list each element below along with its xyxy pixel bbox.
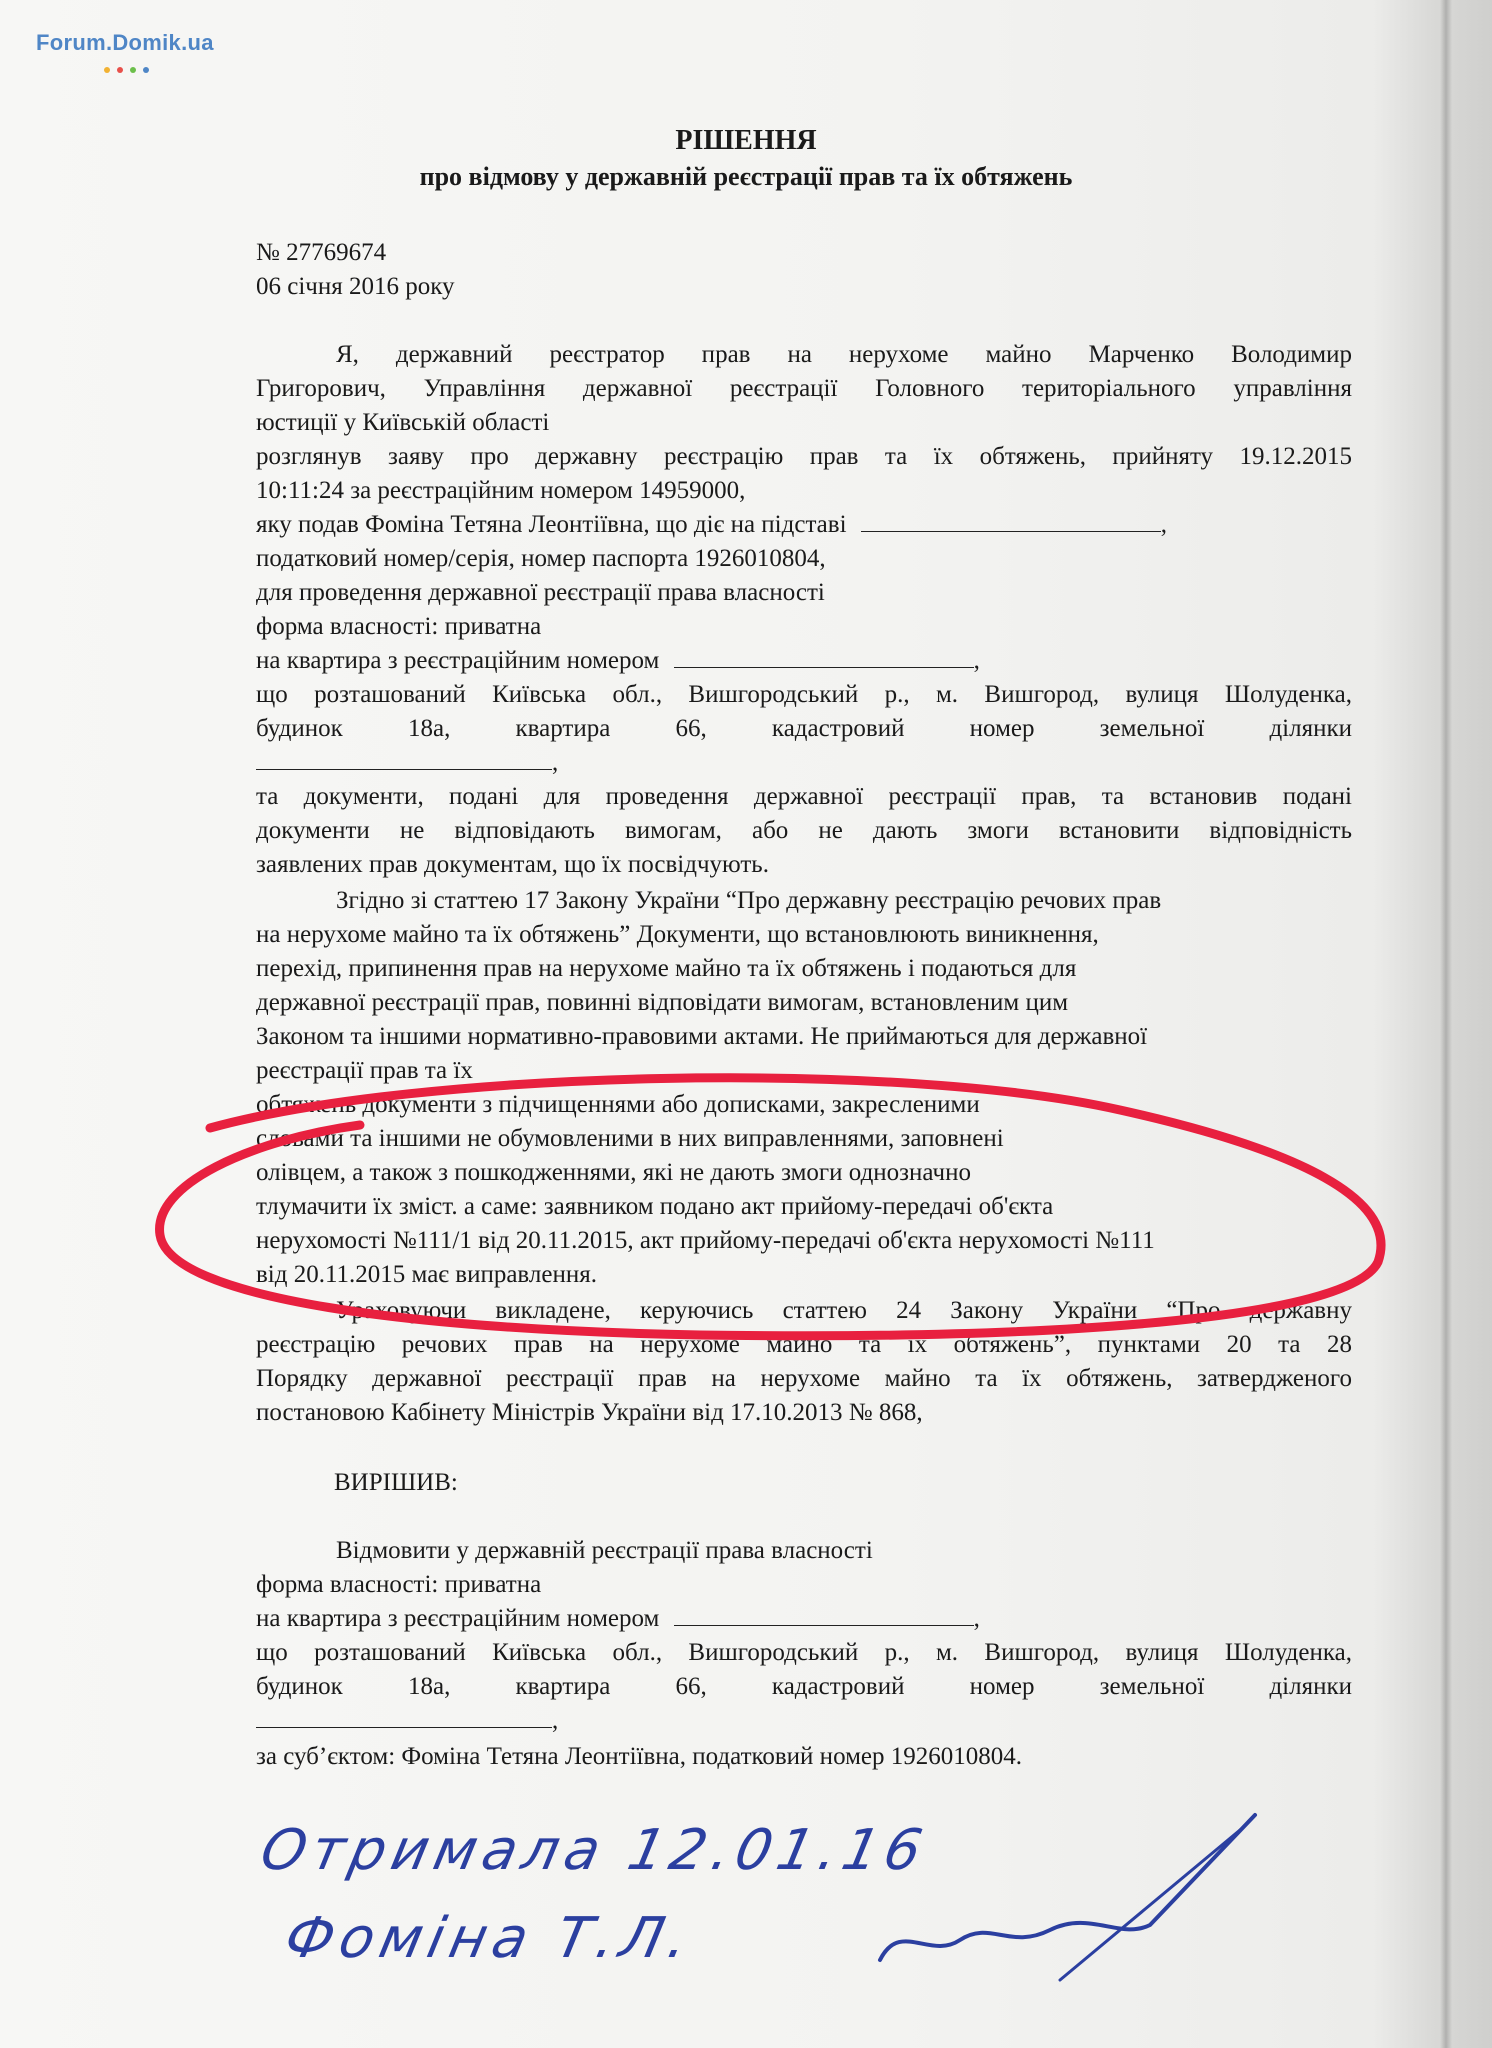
paragraph-line: ,	[256, 746, 1352, 780]
decision-subject: за суб’єктом: Фоміна Тетяна Леонтіївна, податковий номер 1926010804.	[256, 1743, 1023, 1770]
paragraph-line: постановою Кабінету Міністрів України від 17.10.2013 № 868,	[256, 1399, 923, 1426]
paragraph-line: податковий номер/серія, номер паспорта 1926010804,	[256, 545, 826, 572]
paragraph-line: що розташований Київська обл., Вишгородський р., м. Вишгород, вулиця Шолуденка,	[256, 681, 1352, 708]
paragraph-line: тлумачити їх зміст. а саме: заявником подано акт прийому-передачі об'єкта	[256, 1193, 1054, 1220]
decision-line: ,	[256, 1704, 1352, 1738]
paragraph-line: Я, державний реєстратор прав на нерухоме майно Марченко Володимир	[336, 341, 1352, 368]
registration-number-text: на квартира з реєстраційним номером	[256, 647, 660, 674]
paragraph-line: реєстрації прав та їх	[256, 1057, 473, 1084]
paragraph-line: Законом та іншими нормативно-правовими актами. Не приймаються для державної	[256, 1023, 1148, 1050]
paragraph-line: розглянув заяву про державну реєстрацію прав та їх обтяжень, прийняту 19.12.2015	[256, 443, 1352, 470]
watermark-logo: Forum.Domik.ua	[36, 30, 214, 55]
paragraph-line: та документи, подані для проведення державної реєстрації прав, та встановив подані	[256, 783, 1352, 810]
paragraph-line: форма власності: приватна	[256, 613, 542, 640]
document-title: РІШЕННЯ	[675, 125, 817, 156]
paragraph-line: перехід, припинення прав на нерухоме майно та їх обтяжень і подаються для	[256, 955, 1077, 982]
paragraph-line: заявлених прав документам, що їх посвідчують.	[256, 851, 769, 878]
decision-registration-text: на квартира з реєстраційним номером	[256, 1605, 660, 1632]
paragraph-line: на квартира з реєстраційним номером ,	[256, 647, 980, 674]
paragraph-line: Ураховуючи викладене, керуючись статтею 24 Закону України “Про державну	[336, 1297, 1352, 1324]
watermark-dots	[104, 60, 156, 78]
paragraph-line: від 20.11.2015 має виправлення.	[256, 1261, 597, 1288]
decision-line: Відмовити у державній реєстрації права власності	[336, 1537, 873, 1564]
blank-field	[674, 1603, 974, 1626]
document-date: 06 січня 2016 року	[256, 273, 455, 300]
paragraph-line: Григорович, Управління державної реєстрації Головного територіального управління	[256, 375, 1352, 402]
signature-stroke	[880, 1815, 1255, 1960]
paragraph-line: будинок 18а, квартира 66, кадастровий номер земельної ділянки	[256, 715, 1352, 742]
paragraph-line: яку подав Фоміна Тетяна Леонтіївна, що діє на підставі ,	[256, 511, 1168, 538]
paragraph-line: 10:11:24 за реєстраційним номером 14959000,	[256, 477, 746, 504]
decision-line: будинок 18а, квартира 66, кадастровий номер земельної ділянки	[256, 1673, 1352, 1700]
paragraph-line: словами та іншими не обумовленими в них виправленнями, заповнені	[256, 1125, 1004, 1152]
applicant-text: яку подав Фоміна Тетяна Леонтіївна, що діє на підставі	[256, 511, 847, 538]
paragraph-line: на нерухоме майно та їх обтяжень” Документи, що встановлюють виникнення,	[256, 921, 1099, 948]
decision-line: форма власності: приватна	[256, 1571, 542, 1598]
paragraph-line: Згідно зі статтею 17 Закону України “Про державну реєстрацію речових прав	[336, 887, 1162, 914]
page-edge-shadow	[1440, 0, 1452, 2048]
blank-field	[674, 645, 974, 668]
decision-line: що розташований Київська обл., Вишгородський р., м. Вишгород, вулиця Шолуденка,	[256, 1639, 1352, 1666]
paragraph-line: документи не відповідають вимогам, або не дають змоги встановити відповідність	[256, 817, 1352, 844]
document-number: № 27769674	[256, 239, 387, 266]
handwritten-name: Фоміна Т.Л.	[279, 1906, 700, 1971]
decision-heading: ВИРІШИВ:	[334, 1469, 458, 1496]
paragraph-line: олівцем, а також з пошкодженнями, які не дають змоги однозначно	[256, 1159, 971, 1186]
handwritten-received-note: Отримала 12.01.16	[255, 1818, 934, 1883]
paragraph-line: державної реєстрації прав, повинні відповідати вимогам, встановленим цим	[256, 989, 1069, 1016]
blank-field	[256, 1705, 552, 1728]
signature-stroke	[1060, 1830, 1240, 1980]
decision-line: на квартира з реєстраційним номером ,	[256, 1605, 980, 1632]
paragraph-line: для проведення державної реєстрації права власності	[256, 579, 825, 606]
paragraph-line: реєстрацію речових прав на нерухоме майно та їх обтяжень”, пунктами 20 та 28	[256, 1331, 1352, 1358]
blank-field	[861, 509, 1161, 532]
paragraph-line: юстиції у Київській області	[256, 409, 550, 436]
paragraph-line: нерухомості №111/1 від 20.11.2015, акт прийому-передачі об'єкта нерухомості №111	[256, 1227, 1155, 1254]
blank-field	[256, 747, 552, 770]
paragraph-line: обтяжень документи з підчищеннями або дописками, закресленими	[256, 1091, 980, 1118]
document-subtitle: про відмову у державній реєстрації прав та їх обтяжень	[419, 162, 1073, 191]
paragraph-line: Порядку державної реєстрації прав на нерухоме майно та їх обтяжень, затвердженого	[256, 1365, 1352, 1392]
